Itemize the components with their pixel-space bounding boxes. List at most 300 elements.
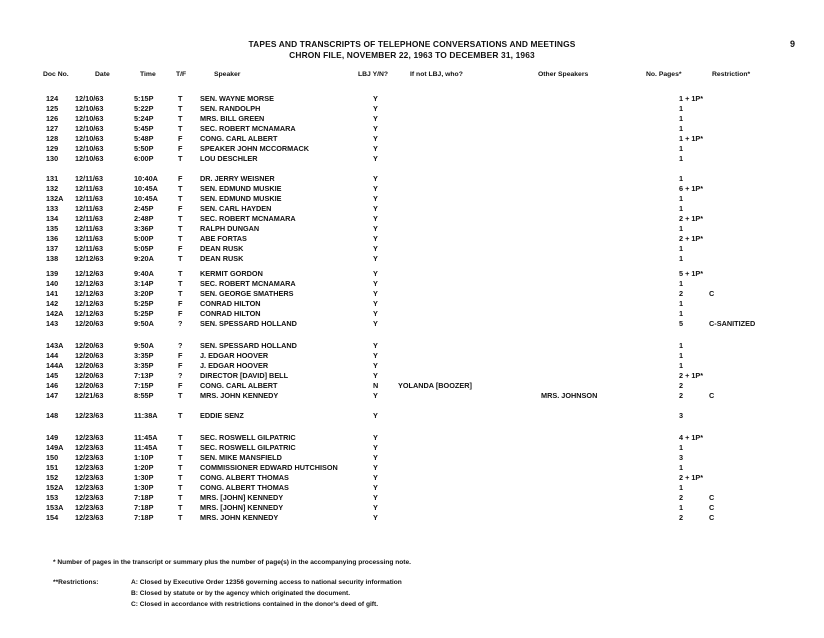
cell-speaker: MRS. [JOHN] KENNEDY	[200, 493, 284, 502]
cell-page-count: 4 + 1P*	[679, 433, 704, 442]
cell-time: 5:05P	[134, 244, 154, 253]
cell-tf: T	[178, 443, 183, 452]
cell-speaker: MRS. JOHN KENNEDY	[200, 391, 279, 400]
cell-speaker: CONRAD HILTON	[200, 299, 261, 308]
cell-date: 12/10/63	[75, 104, 104, 113]
cell-tf: F	[178, 361, 183, 370]
document-title: TAPES AND TRANSCRIPTS OF TELEPHONE CONVERSATIONS AND MEETINGS	[248, 39, 576, 49]
cell-tf: T	[178, 184, 183, 193]
cell-tf: ?	[178, 319, 183, 328]
restriction-c: C: Closed in accordance with restrictions contained in the donor's deed of gift.	[131, 601, 379, 608]
cell-date: 12/12/63	[75, 289, 104, 298]
cell-doc-number: 140	[46, 279, 59, 288]
cell-doc-number: 141	[46, 289, 59, 298]
table-row	[0, 94, 824, 104]
cell-doc-number: 153A	[46, 503, 64, 512]
cell-page-count: 1	[679, 244, 684, 253]
cell-doc-number: 130	[46, 154, 59, 163]
cell-time: 11:38A	[134, 411, 158, 420]
cell-time: 5:15P	[134, 94, 154, 103]
cell-tf: T	[178, 104, 183, 113]
cell-page-count: 3	[679, 453, 684, 462]
restriction-b: B: Closed by statute or by the agency which originated the document.	[131, 590, 351, 597]
cell-time: 11:45A	[134, 443, 158, 452]
table-row	[0, 134, 824, 144]
cell-page-count: 1	[679, 361, 684, 370]
table-row	[0, 214, 824, 224]
cell-date: 12/10/63	[75, 154, 104, 163]
cell-lbj-flag: Y	[373, 483, 378, 492]
cell-time: 1:30P	[134, 473, 154, 482]
cell-time: 5:50P	[134, 144, 154, 153]
cell-time: 11:45A	[134, 433, 158, 442]
cell-doc-number: 145	[46, 371, 59, 380]
cell-time: 5:45P	[134, 124, 154, 133]
cell-tf: T	[178, 279, 183, 288]
cell-speaker: SEC. ROBERT MCNAMARA	[200, 214, 296, 223]
cell-page-count: 2 + 1P*	[679, 371, 704, 380]
table-row	[0, 124, 824, 134]
cell-tf: F	[178, 204, 183, 213]
cell-speaker: KERMIT GORDON	[200, 269, 263, 278]
cell-tf: T	[178, 493, 183, 502]
cell-date: 12/11/63	[75, 234, 104, 243]
cell-page-count: 1	[679, 341, 684, 350]
cell-date: 12/12/63	[75, 309, 104, 318]
cell-time: 10:45A	[134, 184, 158, 193]
cell-date: 12/11/63	[75, 174, 104, 183]
cell-date: 12/23/63	[75, 493, 104, 502]
cell-page-count: 1	[679, 144, 684, 153]
cell-date: 12/10/63	[75, 94, 104, 103]
cell-page-count: 1	[679, 224, 684, 233]
cell-time: 3:14P	[134, 279, 154, 288]
cell-lbj-flag: Y	[373, 493, 378, 502]
cell-tf: T	[178, 269, 183, 278]
restriction-a: A: Closed by Executive Order 12356 governing access to national security information	[131, 579, 402, 586]
table-row	[0, 154, 824, 164]
table-row	[0, 234, 824, 244]
cell-lbj-flag: Y	[373, 94, 378, 103]
cell-tf: F	[178, 381, 183, 390]
table-row	[0, 391, 824, 401]
cell-time: 5:00P	[134, 234, 154, 243]
cell-doc-number: 144	[46, 351, 59, 360]
table-row	[0, 381, 824, 391]
cell-tf: F	[178, 174, 183, 183]
cell-date: 12/10/63	[75, 124, 104, 133]
cell-page-count: 1	[679, 254, 684, 263]
table-row	[0, 503, 824, 513]
cell-lbj-flag: Y	[373, 204, 378, 213]
cell-date: 12/11/63	[75, 204, 104, 213]
cell-tf: T	[178, 254, 183, 263]
table-row	[0, 371, 824, 381]
table-row	[0, 341, 824, 351]
header-tf: T/F	[176, 71, 187, 78]
cell-restriction: C	[709, 391, 715, 400]
table-row	[0, 309, 824, 319]
table-row	[0, 453, 824, 463]
cell-speaker: SEN. SPESSARD HOLLAND	[200, 341, 297, 350]
cell-time: 6:00P	[134, 154, 154, 163]
table-row	[0, 361, 824, 371]
cell-tf: T	[178, 513, 183, 522]
cell-speaker: CONRAD HILTON	[200, 309, 261, 318]
cell-tf: T	[178, 503, 183, 512]
cell-time: 10:40A	[134, 174, 158, 183]
cell-tf: T	[178, 234, 183, 243]
cell-tf: T	[178, 154, 183, 163]
cell-doc-number: 134	[46, 214, 59, 223]
cell-restriction: C	[709, 513, 715, 522]
cell-tf: T	[178, 114, 183, 123]
cell-date: 12/11/63	[75, 224, 104, 233]
cell-doc-number: 136	[46, 234, 59, 243]
cell-speaker: MRS. [JOHN] KENNEDY	[200, 503, 284, 512]
table-row	[0, 483, 824, 493]
table-row	[0, 144, 824, 154]
cell-speaker: SEN. EDMUND MUSKIE	[200, 184, 282, 193]
cell-lbj-flag: Y	[373, 309, 378, 318]
cell-speaker: ABE FORTAS	[200, 234, 247, 243]
cell-page-count: 1	[679, 114, 684, 123]
table-row	[0, 269, 824, 279]
cell-date: 12/23/63	[75, 443, 104, 452]
cell-page-count: 2 + 1P*	[679, 234, 704, 243]
cell-lbj-flag: Y	[373, 411, 378, 420]
cell-lbj-flag: Y	[373, 319, 378, 328]
cell-lbj-flag: Y	[373, 194, 378, 203]
cell-lbj-flag: Y	[373, 299, 378, 308]
table-row	[0, 513, 824, 523]
cell-doc-number: 132	[46, 184, 59, 193]
cell-lbj-flag: Y	[373, 453, 378, 462]
cell-date: 12/11/63	[75, 194, 104, 203]
cell-time: 2:48P	[134, 214, 154, 223]
table-row	[0, 443, 824, 453]
cell-tf: T	[178, 94, 183, 103]
cell-time: 1:10P	[134, 453, 154, 462]
cell-tf: T	[178, 194, 183, 203]
cell-doc-number: 139	[46, 269, 59, 278]
cell-page-count: 2	[679, 493, 684, 502]
cell-speaker: SEC. ROBERT MCNAMARA	[200, 124, 296, 133]
cell-speaker: SEN. CARL HAYDEN	[200, 204, 272, 213]
cell-speaker: CONG. CARL ALBERT	[200, 381, 278, 390]
cell-lbj-flag: Y	[373, 104, 378, 113]
cell-speaker: COMMISSIONER EDWARD HUTCHISON	[200, 463, 338, 472]
cell-tf: T	[178, 411, 183, 420]
cell-speaker: SEN. RANDOLPH	[200, 104, 261, 113]
cell-tf: ?	[178, 371, 183, 380]
cell-page-count: 2	[679, 391, 684, 400]
table-row	[0, 411, 824, 421]
cell-date: 12/23/63	[75, 473, 104, 482]
cell-lbj-flag: Y	[373, 154, 378, 163]
cell-page-count: 2	[679, 513, 684, 522]
cell-page-count: 2	[679, 289, 684, 298]
cell-page-count: 1	[679, 463, 684, 472]
table-row	[0, 114, 824, 124]
cell-lbj-flag: Y	[373, 289, 378, 298]
cell-page-count: 1	[679, 194, 684, 203]
cell-date: 12/12/63	[75, 254, 104, 263]
cell-date: 12/23/63	[75, 463, 104, 472]
cell-speaker: DEAN RUSK	[200, 254, 244, 263]
table-row	[0, 204, 824, 214]
cell-time: 7:18P	[134, 513, 154, 522]
cell-doc-number: 143A	[46, 341, 64, 350]
cell-lbj-flag: Y	[373, 279, 378, 288]
cell-doc-number: 142A	[46, 309, 64, 318]
cell-date: 12/23/63	[75, 411, 104, 420]
cell-date: 12/20/63	[75, 361, 104, 370]
cell-doc-number: 150	[46, 453, 59, 462]
cell-tf: T	[178, 289, 183, 298]
cell-doc-number: 154	[46, 513, 59, 522]
cell-time: 7:13P	[134, 371, 154, 380]
table-row	[0, 254, 824, 264]
cell-doc-number: 138	[46, 254, 59, 263]
cell-date: 12/11/63	[75, 184, 104, 193]
cell-doc-number: 132A	[46, 194, 64, 203]
cell-lbj-flag: Y	[373, 184, 378, 193]
cell-lbj-flag: Y	[373, 503, 378, 512]
cell-date: 12/20/63	[75, 351, 104, 360]
cell-doc-number: 128	[46, 134, 59, 143]
cell-speaker: SEC. ROSWELL GILPATRIC	[200, 443, 296, 452]
cell-speaker: J. EDGAR HOOVER	[200, 361, 269, 370]
cell-speaker: SPEAKER JOHN MCCORMACK	[200, 144, 310, 153]
cell-doc-number: 149A	[46, 443, 64, 452]
cell-lbj-flag: Y	[373, 174, 378, 183]
header-doc-no: Doc No.	[43, 71, 69, 78]
cell-time: 3:35P	[134, 351, 154, 360]
cell-page-count: 1	[679, 174, 684, 183]
cell-speaker: CONG. CARL ALBERT	[200, 134, 278, 143]
cell-date: 12/20/63	[75, 319, 104, 328]
cell-time: 10:45A	[134, 194, 158, 203]
cell-speaker: DEAN RUSK	[200, 244, 244, 253]
cell-speaker: SEN. SPESSARD HOLLAND	[200, 319, 297, 328]
cell-page-count: 1	[679, 443, 684, 452]
cell-time: 7:18P	[134, 503, 154, 512]
cell-tf: ?	[178, 341, 183, 350]
cell-lbj-flag: Y	[373, 254, 378, 263]
cell-doc-number: 147	[46, 391, 59, 400]
cell-tf: T	[178, 224, 183, 233]
cell-date: 12/23/63	[75, 483, 104, 492]
cell-tf: F	[178, 244, 183, 253]
cell-page-count: 1 + 1P*	[679, 94, 704, 103]
table-row	[0, 289, 824, 299]
cell-speaker: SEN. MIKE MANSFIELD	[200, 453, 282, 462]
cell-doc-number: 127	[46, 124, 59, 133]
cell-time: 1:30P	[134, 483, 154, 492]
cell-time: 5:22P	[134, 104, 154, 113]
cell-speaker: CONG. ALBERT THOMAS	[200, 483, 289, 492]
cell-doc-number: 124	[46, 94, 59, 103]
cell-speaker: MRS. JOHN KENNEDY	[200, 513, 279, 522]
cell-lbj-flag: Y	[373, 234, 378, 243]
cell-lbj-flag: Y	[373, 224, 378, 233]
cell-page-count: 1	[679, 124, 684, 133]
cell-doc-number: 144A	[46, 361, 64, 370]
table-row	[0, 279, 824, 289]
cell-tf: T	[178, 214, 183, 223]
cell-doc-number: 137	[46, 244, 59, 253]
cell-time: 1:20P	[134, 463, 154, 472]
header-speaker: Speaker	[214, 71, 241, 78]
cell-tf: F	[178, 309, 183, 318]
cell-date: 12/10/63	[75, 114, 104, 123]
cell-time: 7:18P	[134, 493, 154, 502]
cell-restriction: C	[709, 503, 715, 512]
cell-tf: F	[178, 134, 183, 143]
table-row	[0, 184, 824, 194]
header-lbj: LBJ Y/N?	[358, 71, 389, 78]
table-row	[0, 319, 824, 329]
cell-time: 8:55P	[134, 391, 154, 400]
cell-lbj-flag: Y	[373, 473, 378, 482]
cell-tf: T	[178, 483, 183, 492]
footnote-pages: * Number of pages in the transcript or summary plus the number of page(s) in the accompanying processing note.	[53, 559, 411, 566]
cell-other-speakers: MRS. JOHNSON	[541, 391, 598, 400]
cell-doc-number: 126	[46, 114, 59, 123]
cell-lbj-flag: Y	[373, 433, 378, 442]
cell-date: 12/23/63	[75, 433, 104, 442]
cell-time: 9:40A	[134, 269, 154, 278]
table-row	[0, 351, 824, 361]
cell-date: 12/11/63	[75, 214, 104, 223]
cell-date: 12/11/63	[75, 244, 104, 253]
cell-tf: T	[178, 124, 183, 133]
page-number: 9	[790, 39, 796, 49]
cell-doc-number: 143	[46, 319, 59, 328]
cell-speaker: SEC. ROSWELL GILPATRIC	[200, 433, 296, 442]
cell-doc-number: 135	[46, 224, 59, 233]
restrictions-label: **Restrictions:	[53, 579, 99, 586]
cell-lbj-flag: N	[373, 381, 379, 390]
cell-lbj-flag: Y	[373, 134, 378, 143]
cell-doc-number: 151	[46, 463, 59, 472]
cell-page-count: 5	[679, 319, 684, 328]
cell-date: 12/10/63	[75, 144, 104, 153]
cell-page-count: 1	[679, 503, 684, 512]
cell-lbj-flag: Y	[373, 443, 378, 452]
cell-lbj-flag: Y	[373, 114, 378, 123]
cell-lbj-flag: Y	[373, 513, 378, 522]
cell-time: 5:48P	[134, 134, 154, 143]
cell-time: 5:25P	[134, 309, 154, 318]
cell-doc-number: 153	[46, 493, 59, 502]
cell-time: 9:50A	[134, 341, 154, 350]
cell-speaker: SEN. GEORGE SMATHERS	[200, 289, 294, 298]
cell-speaker: SEC. ROBERT MCNAMARA	[200, 279, 296, 288]
cell-page-count: 1	[679, 154, 684, 163]
cell-page-count: 2 + 1P*	[679, 473, 704, 482]
cell-doc-number: 125	[46, 104, 59, 113]
cell-page-count: 1	[679, 204, 684, 213]
cell-speaker: J. EDGAR HOOVER	[200, 351, 269, 360]
cell-date: 12/23/63	[75, 503, 104, 512]
cell-lbj-flag: Y	[373, 391, 378, 400]
table-row	[0, 463, 824, 473]
table-row	[0, 433, 824, 443]
cell-tf: T	[178, 463, 183, 472]
cell-speaker: DR. JERRY WEISNER	[200, 174, 275, 183]
cell-time: 5:25P	[134, 299, 154, 308]
cell-speaker: SEN. WAYNE MORSE	[200, 94, 274, 103]
table-row	[0, 174, 824, 184]
header-restriction: Restriction*	[712, 71, 751, 78]
cell-page-count: 1	[679, 299, 684, 308]
cell-lbj-flag: Y	[373, 341, 378, 350]
cell-page-count: 2	[679, 381, 684, 390]
header-if-not-lbj: If not LBJ, who?	[410, 71, 463, 78]
cell-doc-number: 152A	[46, 483, 64, 492]
table-row	[0, 194, 824, 204]
cell-speaker: EDDIE SENZ	[200, 411, 244, 420]
cell-lbj-flag: Y	[373, 361, 378, 370]
cell-tf: T	[178, 391, 183, 400]
cell-date: 12/12/63	[75, 269, 104, 278]
cell-date: 12/12/63	[75, 279, 104, 288]
cell-page-count: 1 + 1P*	[679, 134, 704, 143]
cell-page-count: 1	[679, 309, 684, 318]
document-subtitle: CHRON FILE, NOVEMBER 22, 1963 TO DECEMBER 31, 1963	[289, 50, 535, 60]
cell-speaker: RALPH DUNGAN	[200, 224, 260, 233]
cell-time: 7:15P	[134, 381, 154, 390]
cell-lbj-flag: Y	[373, 214, 378, 223]
cell-page-count: 1	[679, 351, 684, 360]
cell-date: 12/12/63	[75, 299, 104, 308]
cell-page-count: 6 + 1P*	[679, 184, 704, 193]
cell-date: 12/20/63	[75, 371, 104, 380]
cell-time: 5:24P	[134, 114, 154, 123]
cell-doc-number: 146	[46, 381, 59, 390]
cell-restriction: C	[709, 493, 715, 502]
cell-lbj-flag: Y	[373, 124, 378, 133]
cell-page-count: 3	[679, 411, 684, 420]
cell-date: 12/10/63	[75, 134, 104, 143]
cell-time: 2:45P	[134, 204, 154, 213]
cell-speaker: LOU DESCHLER	[200, 154, 258, 163]
cell-speaker: DIRECTOR [DAVID] BELL	[200, 371, 289, 380]
cell-tf: F	[178, 144, 183, 153]
cell-time: 3:35P	[134, 361, 154, 370]
cell-time: 3:36P	[134, 224, 154, 233]
header-other-speakers: Other Speakers	[538, 71, 589, 78]
cell-date: 12/20/63	[75, 381, 104, 390]
cell-lbj-flag: Y	[373, 269, 378, 278]
cell-doc-number: 131	[46, 174, 59, 183]
table-row	[0, 299, 824, 309]
cell-page-count: 1	[679, 483, 684, 492]
cell-time: 9:50A	[134, 319, 154, 328]
cell-tf: F	[178, 299, 183, 308]
table-row	[0, 104, 824, 114]
table-row	[0, 493, 824, 503]
header-time: Time	[140, 71, 156, 78]
cell-if-not-lbj: YOLANDA [BOOZER]	[398, 381, 472, 390]
cell-lbj-flag: Y	[373, 371, 378, 380]
header-no-pages: No. Pages*	[646, 71, 682, 78]
cell-page-count: 5 + 1P*	[679, 269, 704, 278]
cell-lbj-flag: Y	[373, 144, 378, 153]
cell-date: 12/23/63	[75, 513, 104, 522]
